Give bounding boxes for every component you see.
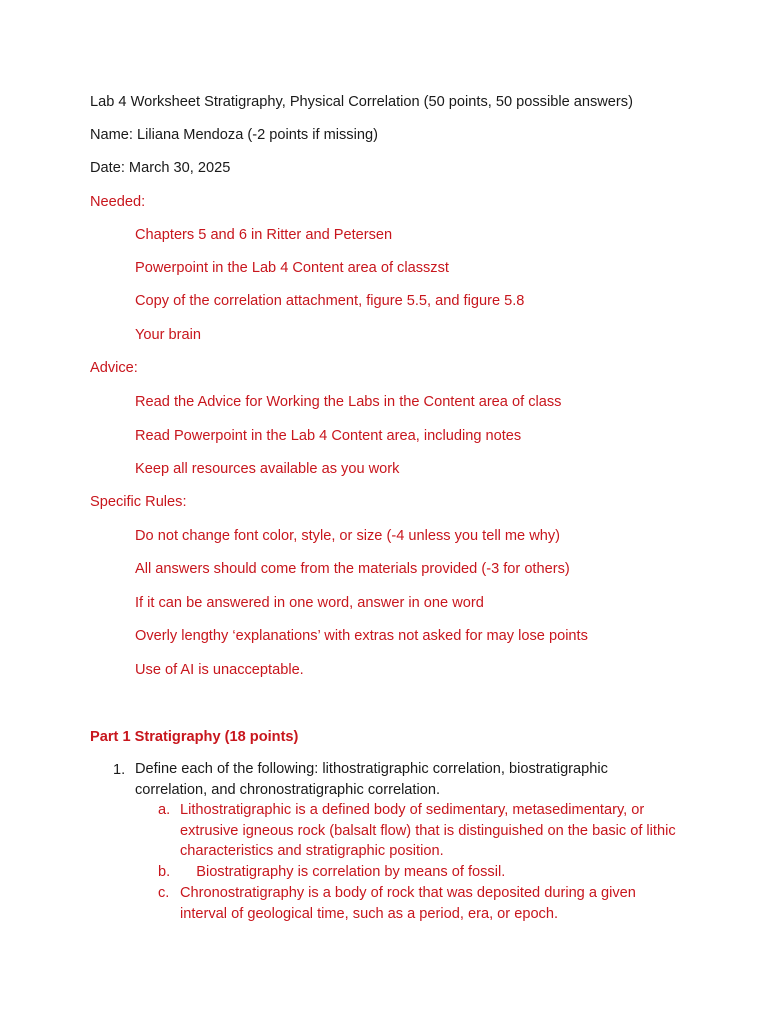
rule-item: Use of AI is unacceptable.: [135, 662, 304, 678]
question-text: Define each of the following: lithostratigraphic correlation, biostratigraphic correlation, and chronostratigraphic correlation.: [135, 761, 608, 798]
answer-marker: a.: [158, 802, 171, 818]
answer-text: Chronostratigraphy is a body of rock that was deposited during a given interval of geological time, such as a period, era, or epoch.: [180, 885, 636, 922]
rule-item: If it can be answered in one word, answer in one word: [135, 595, 484, 611]
rule-item: Overly lengthy ‘explanations’ with extras not asked for may lose points: [135, 628, 588, 644]
advice-item: Read the Advice for Working the Labs in the Content area of class: [135, 394, 562, 410]
advice-heading: Advice:: [90, 360, 138, 376]
rules-heading: Specific Rules:: [90, 494, 187, 510]
rule-item: Do not change font color, style, or size (-4 unless you tell me why): [135, 528, 561, 544]
rule-item: All answers should come from the materials provided (-3 for others): [135, 561, 570, 577]
needed-item: Powerpoint in the Lab 4 Content area of classzst: [135, 260, 449, 276]
answer-text: Biostratigraphy is correlation by means of fossil.: [180, 864, 506, 880]
needed-item: Chapters 5 and 6 in Ritter and Petersen: [135, 227, 393, 243]
advice-item: Read Powerpoint in the Lab 4 Content area, including notes: [135, 428, 522, 444]
needed-heading: Needed:: [90, 194, 146, 210]
date-line: Date: March 30, 2025: [90, 160, 231, 176]
question-number: 1.: [113, 762, 126, 778]
advice-item: Keep all resources available as you work: [135, 461, 400, 477]
answer-marker: b.: [158, 864, 171, 880]
needed-item: Copy of the correlation attachment, figure 5.5, and figure 5.8: [135, 293, 525, 309]
needed-item: Your brain: [135, 327, 201, 343]
part1-heading: Part 1 Stratigraphy (18 points): [90, 729, 299, 745]
answer-marker: c.: [158, 885, 170, 901]
name-line: Name: Liliana Mendoza (-2 points if missing): [90, 127, 378, 143]
answer-text: Lithostratigraphic is a defined body of sedimentary, metasedimentary, or extrusive igneous rock (balsalt flow) that is distinguished on the basic of lithic characteristics and stratigraphic position.: [180, 802, 676, 859]
worksheet-title: Lab 4 Worksheet Stratigraphy, Physical Correlation (50 points, 50 possible answers): [90, 94, 633, 110]
